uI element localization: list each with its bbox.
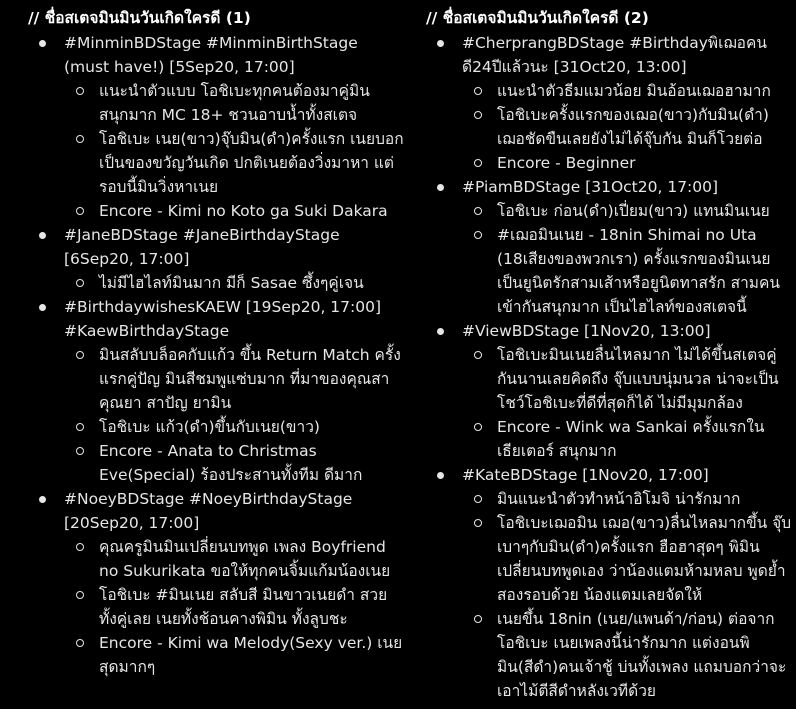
sub-item: โอชิเบะมินเนยลื่นไหลมาก ไม่ได้ขึ้นสเตจคู่กันนานเลยคิดถึง จุ๊บแบบนุ่มนวล น่าจะเป็นโชว์โอชิเบะที่ดีที่สุดก็ได้ ไม่มีมุมกล้อง: [462, 343, 792, 415]
item-text: #PiamBDStage [31Oct20, 17:00]: [462, 178, 719, 196]
left-heading: // ชื่อสเตจมินมินวันเกิดใครดี (1): [28, 9, 251, 27]
sub-list: [64, 271, 404, 295]
sub-item: Encore - Kimi no Koto ga Suki Dakara: [64, 199, 404, 223]
sub-item: มินแนะนำตัวทำหน้าอิโมจิ น่ารักมาก: [462, 487, 792, 511]
sub-list: [64, 343, 404, 487]
list-item: [426, 463, 792, 703]
sub-item: Encore - Beginner: [462, 151, 792, 175]
list-item: [28, 295, 404, 487]
sub-item: ไม่มีไฮไลท์มินมาก มีก็ Sasae ซึ้งๆคู่เจน: [64, 271, 404, 295]
sub-item: #เฌอมินเนย - 18nin Shimai no Uta (18เสียงของพวกเรา) ครั้งแรกของมินเนยเป็นยูนิตรักสามเส้าหรือยูนิตทาสรัก สามคนเข้ากันสนุกมาก เป็นไฮไลท์ของสเตจนี้: [462, 223, 792, 319]
sub-item: Encore - Anata to Christmas Eve(Special) ร้องประสานทั้งทีม ดีมาก: [64, 439, 404, 487]
sub-list: [462, 343, 792, 463]
sub-list: [462, 199, 792, 319]
sub-item: คุณครูมินมินเปลี่ยนบทพูด เพลง Boyfriend no Sukurikata ขอให้ทุกคนจิ้มแก้มน้องเนย: [64, 535, 404, 583]
list-item: [28, 487, 404, 679]
item-text: #ViewBDStage [1Nov20, 13:00]: [462, 322, 711, 340]
sub-item: แนะนำตัวแบบ โอชิเบะทุกคนต้องมาคู่มิน สนุกมาก MC 18+ ชวนอาบน้ำทั้งสเตจ: [64, 79, 404, 127]
item-text: #KateBDStage [1Nov20, 17:00]: [462, 466, 709, 484]
item-text: #BirthdaywishesKAEW [19Sep20, 17:00] #KaewBirthdayStage: [64, 298, 382, 340]
sub-list: [64, 535, 404, 679]
left-list: [28, 31, 404, 679]
sub-list: [462, 487, 792, 703]
list-item: [28, 31, 404, 223]
right-column: [412, 0, 796, 709]
right-heading: // ชื่อสเตจมินมินวันเกิดใครดี (2): [426, 9, 649, 27]
list-item: [426, 319, 792, 463]
sub-item: โอชิเบะ เนย(ขาว)จุ๊บมิน(ดำ)ครั้งแรก เนยบอกเป็นของขวัญวันเกิด ปกติเนยต้องวิ่งมาหา แต่รอบนี้มินวิ่งหาเนย: [64, 127, 404, 199]
sub-item: มินสลับบล็อคกับแก้ว ขึ้น Return Match ครั้งแรกคู่ปัญ มินสีชมพูแซ่บมาก ที่มาของคุณสา คุณยา สาปัญ ยามิน: [64, 343, 404, 415]
sub-item: โอชิเบะ #มินเนย สลับสี มินขาวเนยดำ สวยทั้งคู่เลย เนยทั้งช้อนคางพิมิน ทั้งลูบชะ: [64, 583, 404, 631]
sub-item: แนะนำตัวธีมแมวน้อย มินอ้อนเฌอฮามาก: [462, 79, 792, 103]
sub-item: เนยขึ้น 18nin (เนย/แพนด้า/ก่อน) ต่อจากโอชิเบะ เนยเพลงนี้น่ารักมาก แต่งอนพิมิน(สีดำ)คนเจ้าชู้ บ่นทั้งเพลง แถมบอกว่าจะเอาไม้ตีสีดำหลังเวทีด้วย: [462, 607, 792, 703]
sub-item: Encore - Wink wa Sankai ครั้งแรกในเธียเตอร์ สนุกมาก: [462, 415, 792, 463]
sub-item: โอชิเบะ แก้ว(ดำ)ขึ้นกับเนย(ขาว): [64, 415, 404, 439]
list-item: [426, 31, 792, 175]
sub-item: Encore - Kimi wa Melody(Sexy ver.) เนยสุดมากๆ: [64, 631, 404, 679]
item-text: #MinminBDStage #MinminBirthStage (must have!) [5Sep20, 17:00]: [64, 34, 358, 76]
right-list: [426, 31, 792, 703]
list-item: [28, 223, 404, 295]
item-text: #JaneBDStage #JaneBirthdayStage [6Sep20, 17:00]: [64, 226, 340, 268]
sub-list: [64, 79, 404, 223]
item-text: #CherprangBDStage #Birthdayพิเฌอคนดี24ปีแล้วนะ [31Oct20, 13:00]: [462, 34, 767, 76]
item-text: #NoeyBDStage #NoeyBirthdayStage [20Sep20, 17:00]: [64, 490, 353, 532]
sub-item: โอชิเบะ ก่อน(ดำ)เปี่ยม(ขาว) แทนมินเนย: [462, 199, 792, 223]
sub-item: โอชิเบะเฌอมิน เฌอ(ขาว)ลื่นไหลมากขึ้น จุ๊บเบาๆกับมิน(ดำ)ครั้งแรก ฮือฮาสุดๆ พิมินเปลี่ยนบทพูดเอง ว่าน้องแตมห้ามหลบ พูดย้ำสองรอบด้วย น้องแตมเลยจัดให้: [462, 511, 792, 607]
sub-list: [462, 79, 792, 175]
list-item: [426, 175, 792, 319]
sub-item: โอชิเบะครั้งแรกของเฌอ(ขาว)กับมิน(ดำ) เฌอชัดขืนเลยยังไม่ได้จุ๊บกัน มินก็โวยต่อ: [462, 103, 792, 151]
